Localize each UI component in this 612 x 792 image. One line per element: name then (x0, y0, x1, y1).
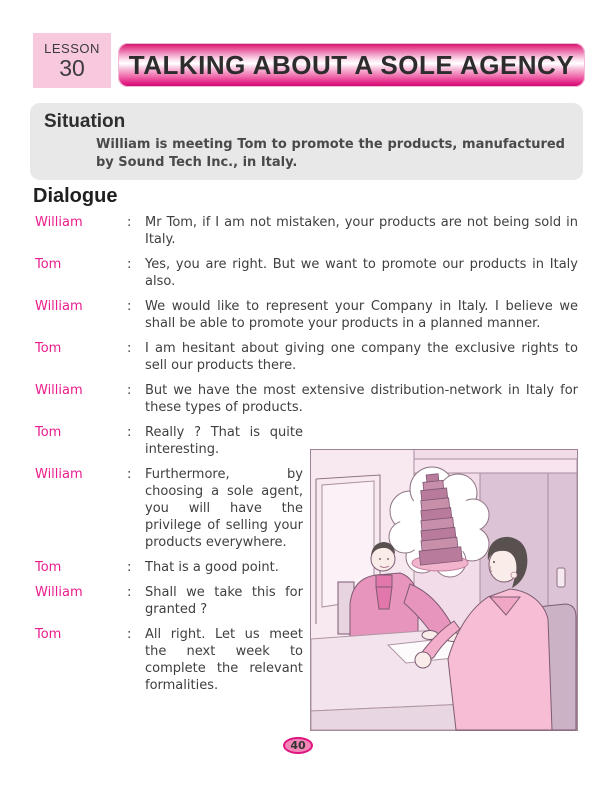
dialogue-text: That is a good point. (145, 560, 279, 575)
dialogue-text: Furthermore, by choosing a sole agent, you will have the privilege of selling your products everywhere. (145, 467, 303, 550)
speaker-name: William (35, 467, 83, 482)
dialogue-row (35, 214, 583, 248)
speaker-separator: : (127, 383, 132, 398)
speaker-name: William (35, 299, 83, 314)
dialogue-text: All right. Let us meet the next week to complete the relevant formalities. (145, 627, 303, 693)
lesson-number: 30 (59, 55, 85, 81)
speaker-name: William (35, 585, 83, 600)
speaker-name: Tom (35, 560, 62, 575)
situation-box (30, 103, 583, 180)
speaker-separator: : (127, 627, 132, 642)
lesson-label: LESSON (44, 41, 100, 56)
lesson-number-box (33, 33, 111, 88)
dialogue-text: We would like to represent your Company in Italy. I believe we shall be able to promote your products in a planned manner. (145, 299, 578, 331)
speaker-name: William (35, 383, 83, 398)
dialogue-row (35, 256, 583, 290)
page-number-badge (283, 737, 313, 754)
dialogue-text: Mr Tom, if I am not mistaken, your products are not being sold in Italy. (145, 215, 578, 247)
speaker-separator: : (127, 341, 132, 356)
speaker-name: Tom (35, 425, 62, 440)
speaker-separator: : (127, 560, 132, 575)
speaker-name: Tom (35, 341, 62, 356)
dialogue-text: Yes, you are right. But we want to promote our products in Italy also. (145, 257, 578, 289)
speaker-separator: : (127, 425, 132, 440)
situation-heading: Situation (44, 111, 126, 132)
situation-text: William is meeting Tom to promote the products, manufactured by Sound Tech Inc., in Italy. (96, 137, 565, 170)
speaker-separator: : (127, 215, 132, 230)
speaker-name: Tom (35, 257, 62, 272)
dialogue-row (35, 340, 583, 374)
speaker-separator: : (127, 467, 132, 482)
dialogue-heading: Dialogue (33, 185, 118, 207)
speaker-separator: : (127, 257, 132, 272)
dialogue-row (35, 298, 583, 332)
speaker-separator: : (127, 585, 132, 600)
lesson-title: TALKING ABOUT A SOLE AGENCY (128, 49, 575, 80)
lesson-title-bar (118, 43, 585, 87)
dialogue-text: Really ? That is quite interesting. (145, 425, 303, 457)
dialogue-text: Shall we take this for granted ? (145, 585, 303, 617)
page-number: 40 (290, 739, 306, 752)
speaker-name: Tom (35, 627, 62, 642)
speaker-separator: : (127, 299, 132, 314)
dialogue-text: I am hesitant about giving one company the exclusive rights to sell our products there. (145, 341, 578, 373)
office-meeting-illustration (310, 449, 578, 731)
dialogue-row (35, 382, 583, 416)
speaker-name: William (35, 215, 83, 230)
dialogue-text: But we have the most extensive distribution-network in Italy for these types of products. (145, 383, 578, 415)
